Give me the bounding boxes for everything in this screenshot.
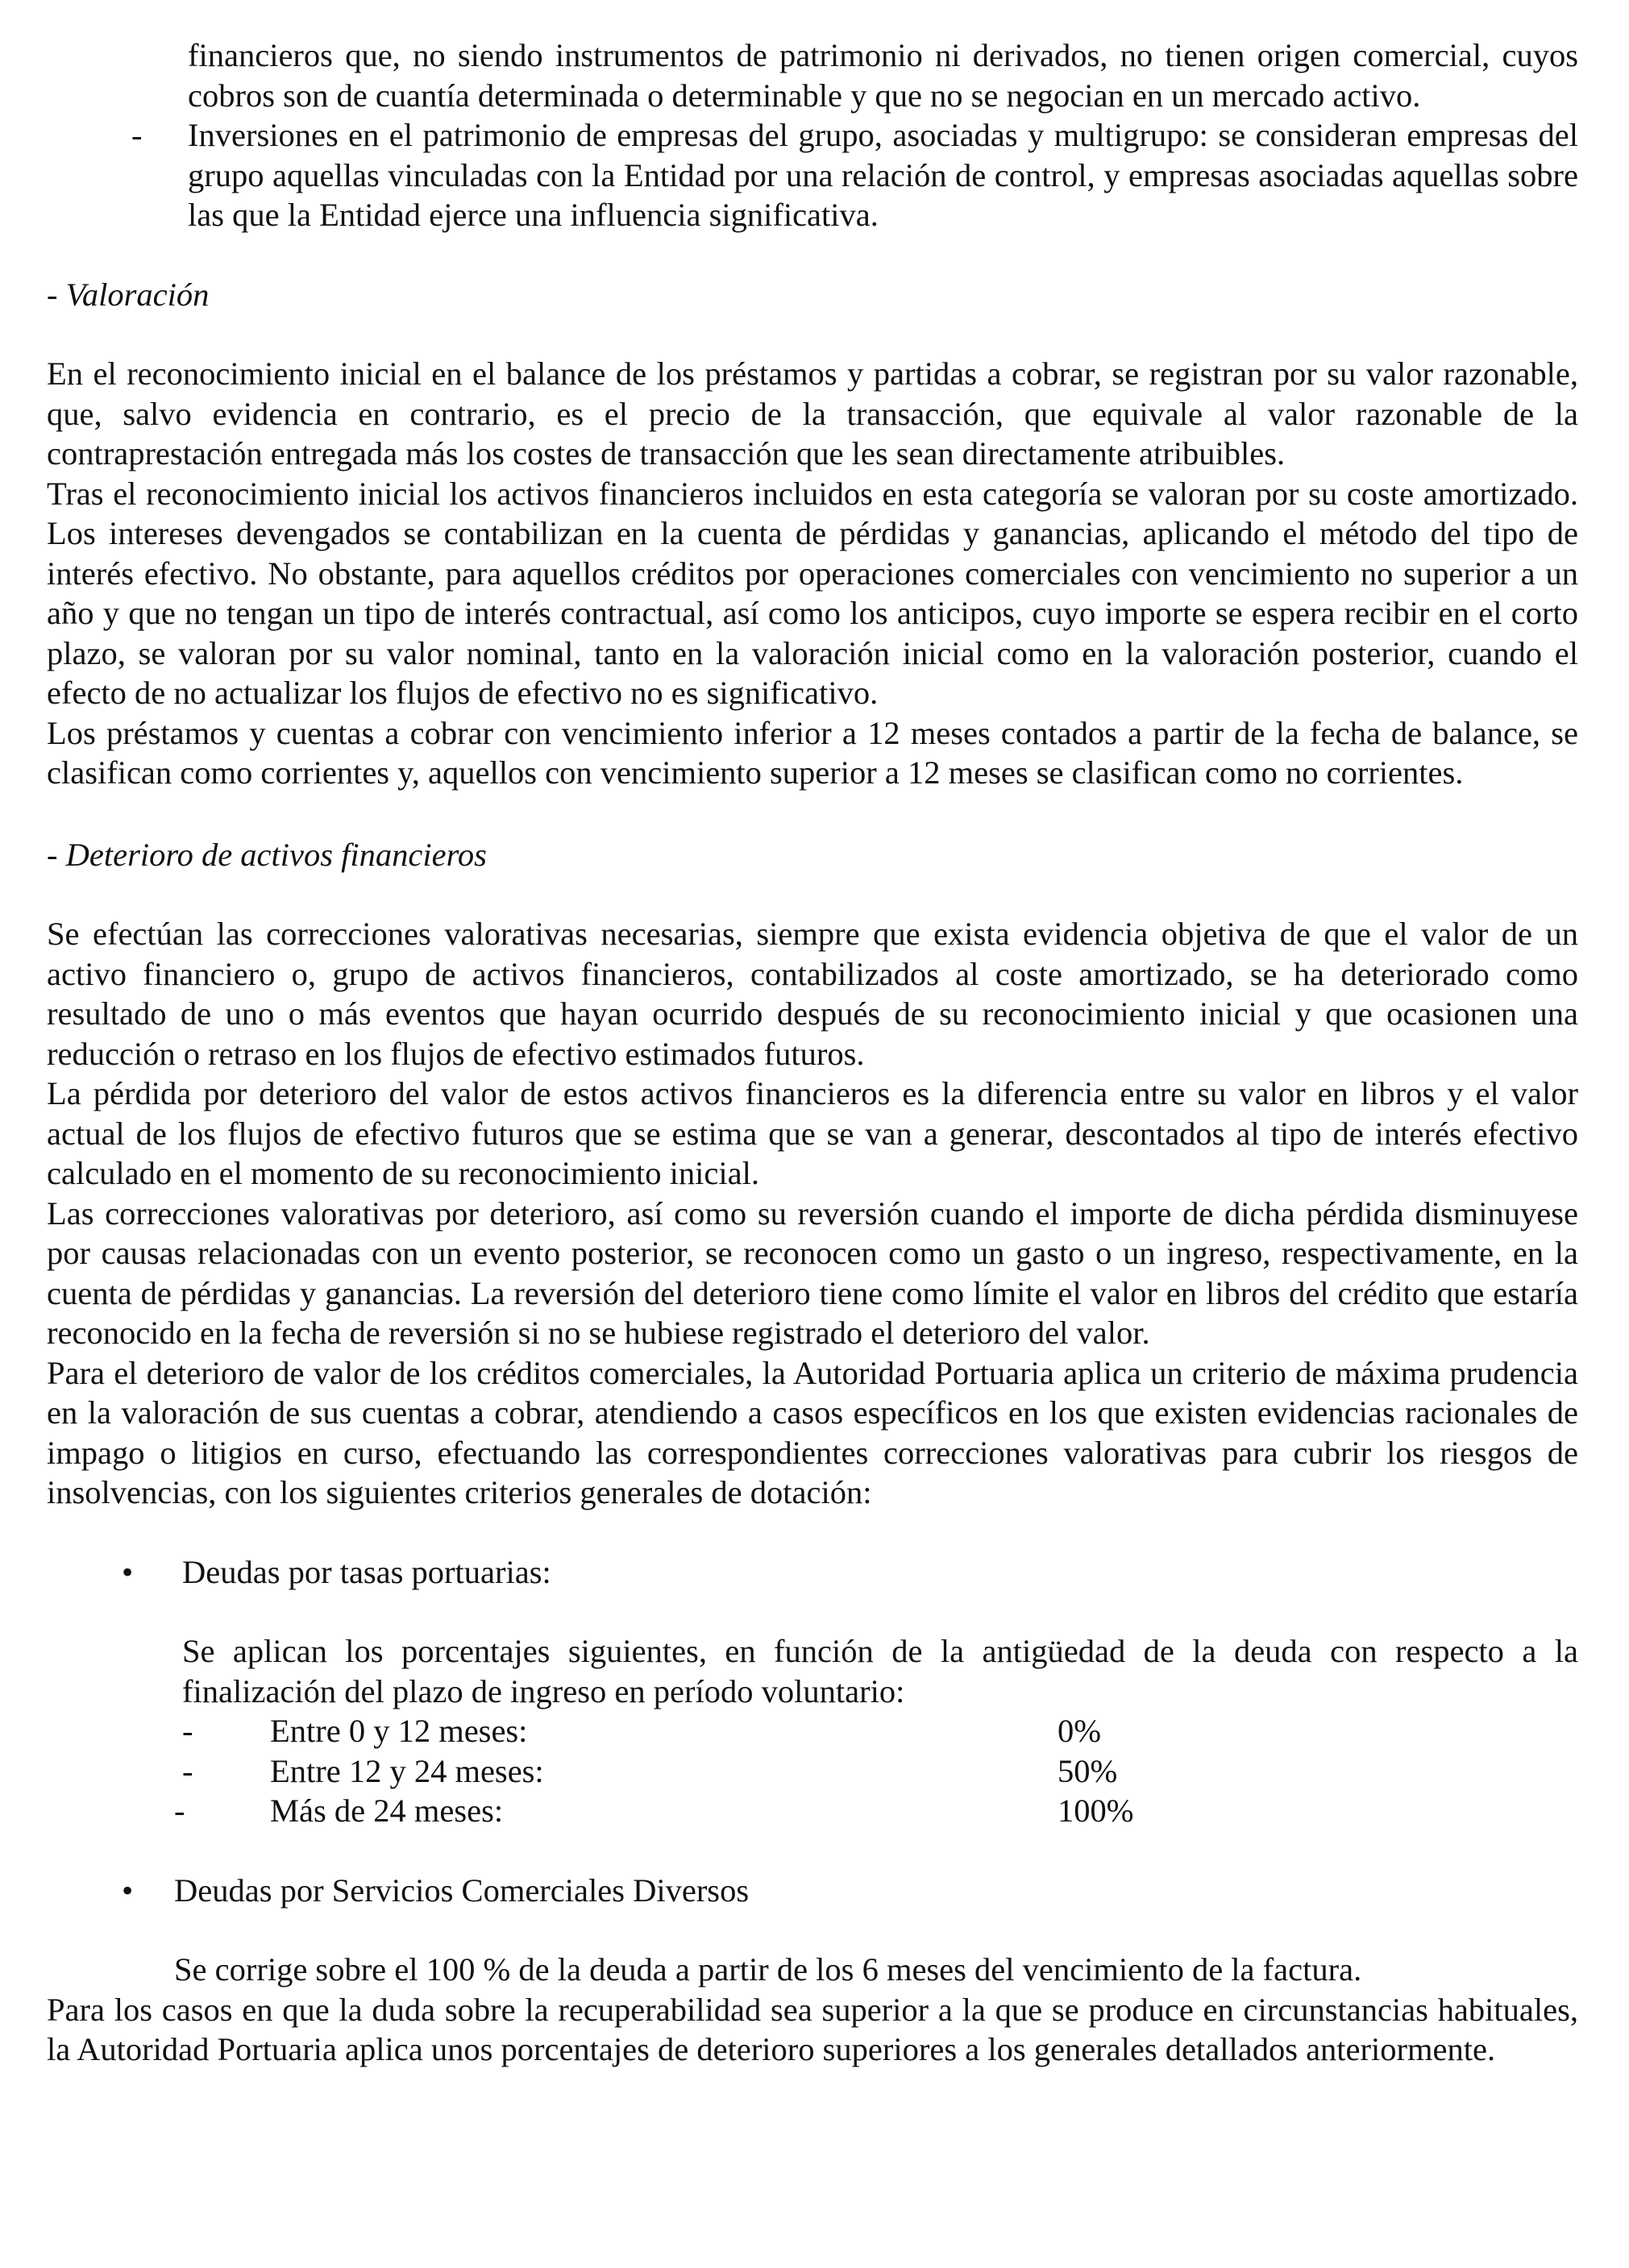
list-item-text: Inversiones en el patrimonio de empresas del grupo, asociadas y multigrupo: se consideran empresas del grupo aquellas vinculadas con la Entidad por una relación de control, y empresas asociadas aquellas sobre las que la Entidad ejerce una influencia significativa. (188, 117, 1578, 233)
row-label: Entre 12 y 24 meses: (270, 1752, 544, 1789)
paragraph: Para el deterioro de valor de los créditos comerciales, la Autoridad Portuaria aplica un criterio de máxima prudencia en la valoración de sus cuentas a cobrar, atendiendo a casos específicos en los que existen evidencias racionales de impago o litigios en curso, efectuando las correspondientes correcciones valorativas para cubrir los riesgos de insolvencias, con los siguientes criterios generales de dotación: (47, 1354, 1578, 1510)
row-label: Más de 24 meses: (270, 1792, 504, 1829)
row-value: 50% (1058, 1752, 1118, 1789)
row-value: 100% (1058, 1792, 1134, 1829)
section-heading-valoracion: - Valoración (47, 276, 210, 313)
bullet-marker: • (122, 1871, 134, 1909)
document-page (47, 35, 1578, 2070)
servicios-description: Se corrige sobre el 100 % de la deuda a partir de los 6 meses del vencimiento de la factura. (174, 1951, 1362, 1988)
list-dash: - (131, 117, 143, 153)
bullet-item-servicios (47, 1871, 1578, 1911)
closing-paragraph: Para los casos en que la duda sobre la recuperabilidad sea superior a la que se produce en circunstancias habituales, la Autoridad Portuaria aplica unos porcentajes de deterioro superiores a los generales detallados anteriormente. (47, 1991, 1578, 2067)
intro-continuation: financieros que, no siendo instrumentos de patrimonio ni derivados, no tienen origen comercial, cuyos cobros son de cuantía determinada o determinable y que no se negocian en un mercado activo. (188, 37, 1578, 114)
table-row (47, 1711, 1578, 1751)
bullet-marker: • (122, 1553, 134, 1590)
table-row (47, 1751, 1578, 1792)
bullet-title: Deudas por Servicios Comerciales Diversos (174, 1871, 750, 1909)
paragraph: Tras el reconocimiento inicial los activos financieros incluidos en esta categoría se valoran por su coste amortizado. Los intereses devengados se contabilizan en la cuenta de pérdidas y ganancias, aplicando el método del tipo de interés efectivo. No obstante, para aquellos créditos por operaciones comerciales con vencimiento no superior a un año y que no tengan un tipo de interés contractual, así como los anticipos, cuyo importe se espera recibir en el corto plazo, se valoran por su valor nominal, tanto en la valoración inicial como en la valoración posterior, cuando el efecto de no actualizar los flujos de efectivo no es significativo. (47, 475, 1578, 711)
percentage-table (47, 1711, 1578, 1831)
paragraph: Las correcciones valorativas por deterioro, así como su reversión cuando el importe de dicha pérdida disminuyese por causas relacionadas con un evento posterior, se reconocen como un gasto o un ingreso, respectivamente, en la cuenta de pérdidas y ganancias. La reversión del deterioro tiene como límite el valor en libros del crédito que estaría reconocido en la fecha de reversión si no se hubiese registrado el deterioro del valor. (47, 1194, 1578, 1351)
row-dash: - (182, 1713, 193, 1749)
paragraph: En el reconocimiento inicial en el balance de los préstamos y partidas a cobrar, se registran por su valor razonable, que, salvo evidencia en contrario, es el precio de la transacción, que equivale al valor razonable de la contraprestación entregada más los costes de transacción que les sean directamente atribuibles. (47, 355, 1578, 471)
paragraph: Los préstamos y cuentas a cobrar con vencimiento inferior a 12 meses contados a partir de la fecha de balance, se clasifican como corrientes y, aquellos con vencimiento superior a 12 meses se clasifican como no corrientes. (47, 714, 1578, 791)
table-row (47, 1791, 1578, 1831)
row-dash: - (174, 1792, 185, 1829)
bullet-item-tasas (47, 1552, 1578, 1593)
row-label: Entre 0 y 12 meses: (270, 1713, 528, 1749)
section-heading-deterioro: - Deterioro de activos financieros (47, 836, 487, 873)
paragraph: Se efectúan las correcciones valorativas necesarias, siempre que exista evidencia objetiva de que el valor de un activo financiero o, grupo de activos financieros, contabilizados al coste amortizado, se ha deteriorado como resultado de uno o más eventos que hayan ocurrido después de su reconocimiento inicial y que ocasionen una reducción o retraso en los flujos de efectivo estimados futuros. (47, 916, 1578, 1072)
tasas-description: Se aplican los porcentajes siguientes, en función de la antigüedad de la deuda con respecto a la finalización del plazo de ingreso en período voluntario: (182, 1633, 1578, 1709)
list-item-inversiones (47, 115, 1578, 235)
row-dash: - (182, 1752, 193, 1789)
paragraph: La pérdida por deterioro del valor de estos activos financieros es la diferencia entre su valor en libros y el valor actual de los flujos de efectivo futuros que se estima que se van a generar, descontados al tipo de interés efectivo calculado en el momento de su reconocimiento inicial. (47, 1075, 1578, 1191)
row-value: 0% (1058, 1713, 1101, 1749)
bullet-title: Deudas por tasas portuarias: (182, 1553, 551, 1590)
